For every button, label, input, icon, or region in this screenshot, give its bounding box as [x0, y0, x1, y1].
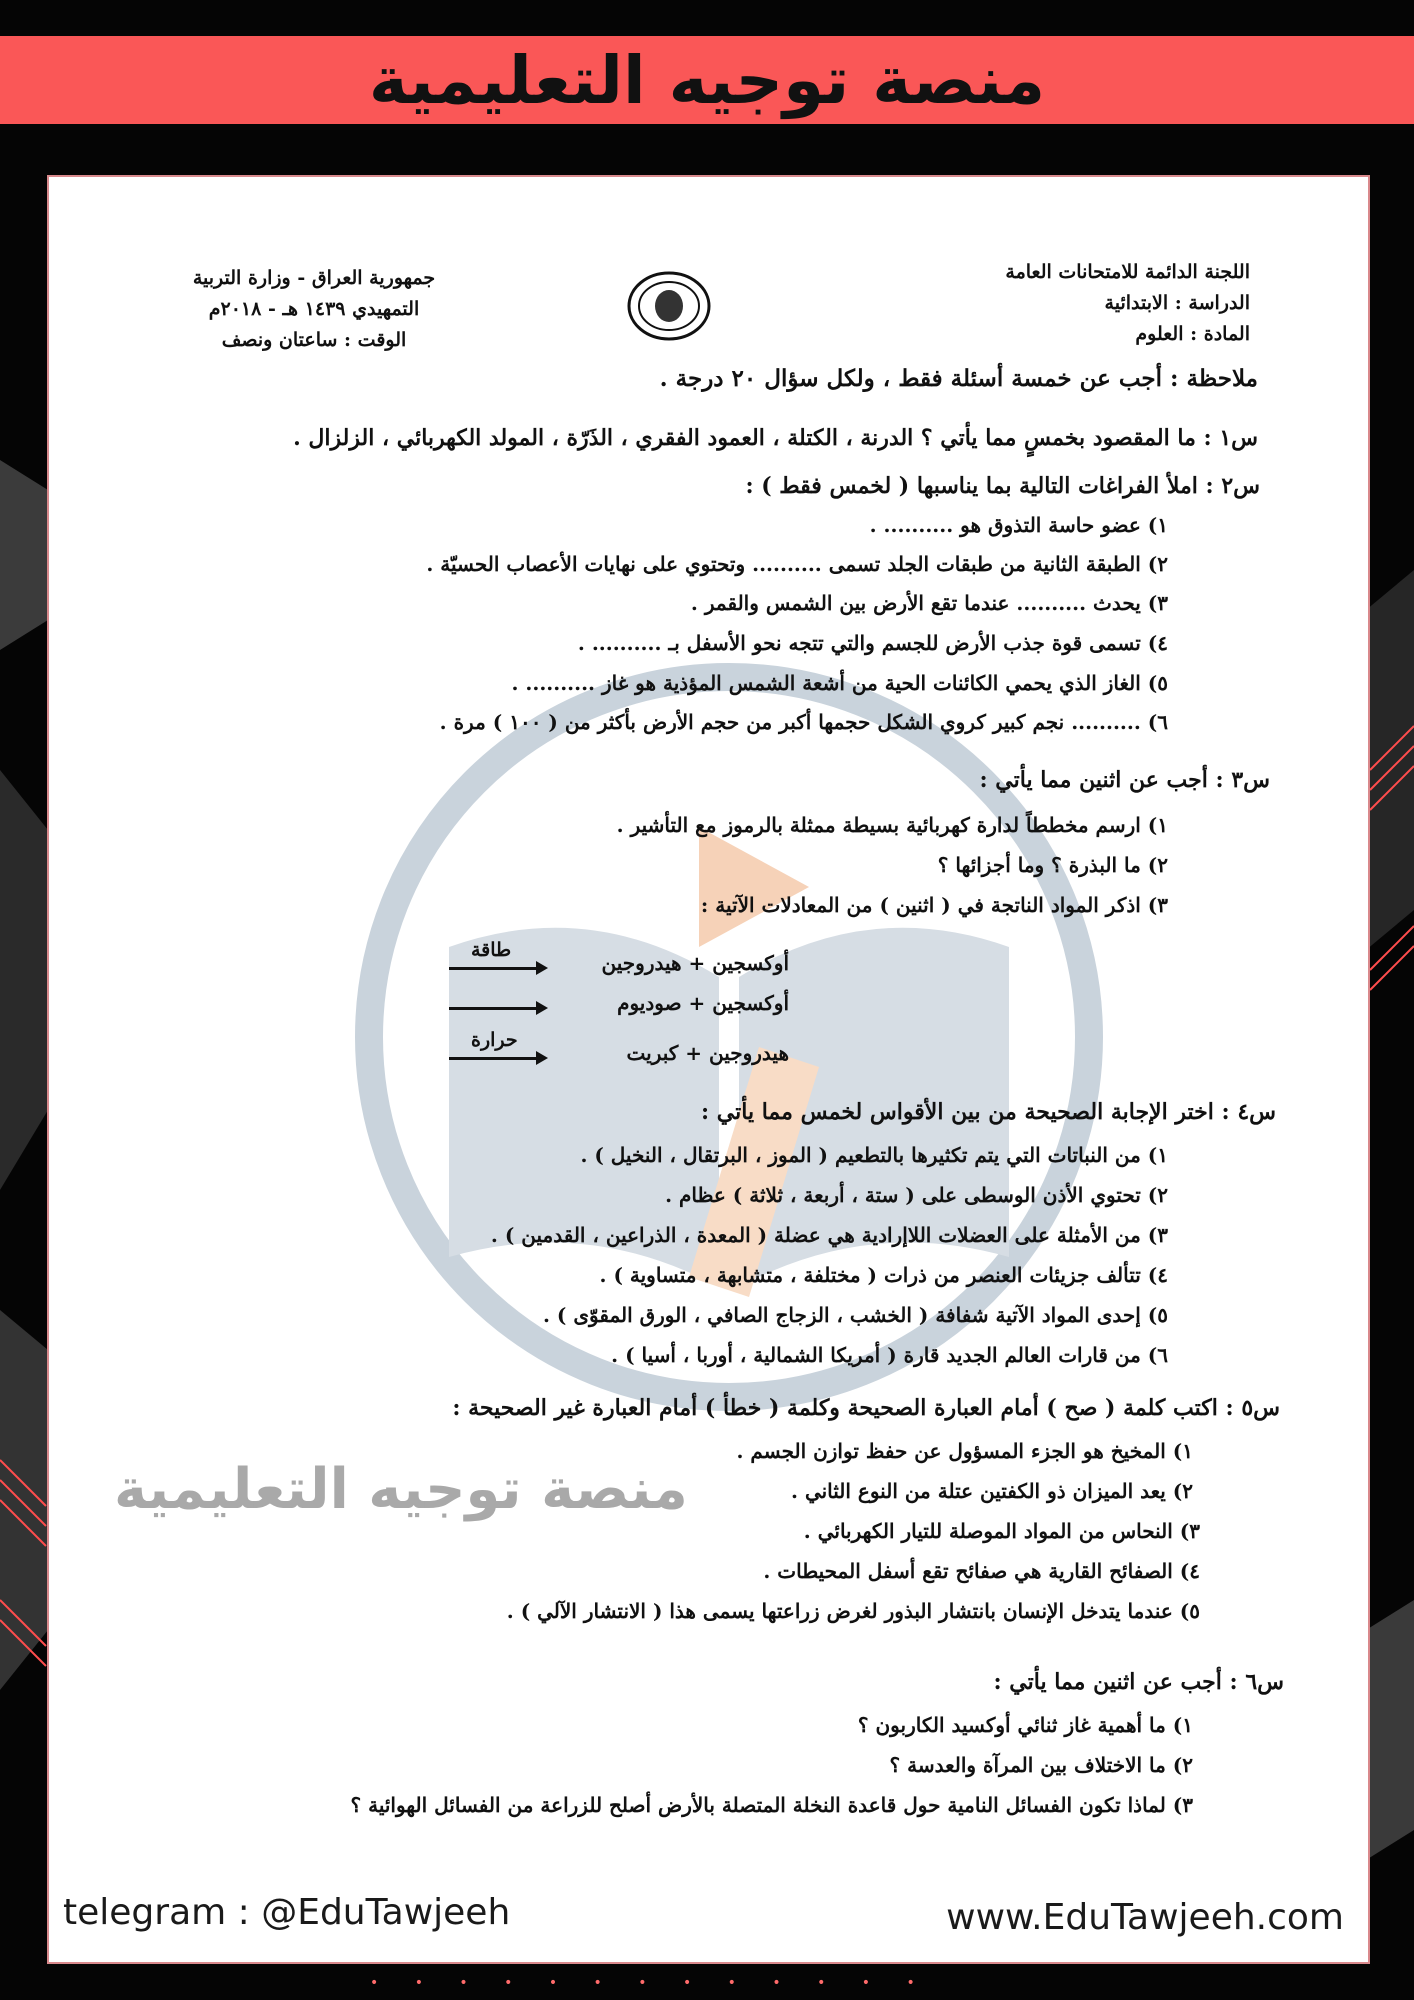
q5-title: س٥ : اكتب كلمة ( صح ) أمام العبارة الصحيحة وكلمة ( خطأ ) أمام العبارة غير الصحيحة : [452, 1395, 1280, 1421]
equation-1 [449, 939, 789, 985]
q4-item: ٣) من الأمثلة على العضلات اللاإرادية هي عضلة ( المعدة ، الذراعين ، القدمين ) . [490, 1223, 1168, 1247]
q5-item: ٤) الصفائح القارية هي صفائح تقع أسفل المحيطات . [763, 1559, 1200, 1583]
q2-item: ٣) يحدث .......... عندما تقع الأرض بين الشمس والقمر . [690, 591, 1168, 615]
q6-item: ١) ما أهمية غاز ثنائي أوكسيد الكاربون ؟ [857, 1713, 1193, 1737]
q4-item: ٥) إحدى المواد الآتية شفافة ( الخشب ، الزجاج الصافي ، الورق المقوّى ) . [543, 1303, 1168, 1327]
q5-item: ٣) النحاس من المواد الموصلة للتيار الكهربائي . [803, 1519, 1200, 1543]
q4-item: ٢) تحتوي الأذن الوسطى على ( ستة ، أربعة ، ثلاثة ) عظام . [665, 1183, 1168, 1207]
q2-item: ٦) .......... نجم كبير كروي الشكل حجمها أكبر من حجم الأرض بأكثر من ( ١٠٠ ) مرة . [439, 710, 1168, 734]
exam-document [49, 177, 1368, 1962]
watermark-text: منصة توجيه التعليمية [114, 1457, 688, 1522]
q1-title: س١ : ما المقصود بخمسٍ مما يأتي ؟ الدرنة ، الكتلة ، العمود الفقري ، الذَرّة ، المولد الكهربائي ، الزلزال . [293, 425, 1258, 451]
equation-reactants: هيدروجين + كبريت [626, 1041, 789, 1065]
equation-reactants: أوكسجين + هيدروجين [601, 951, 789, 975]
reaction-arrow-icon [449, 967, 544, 970]
q2-item: ١) عضو حاسة التذوق هو .......... . [869, 513, 1168, 537]
header-subject: المادة : العلوم [1135, 323, 1250, 345]
q6-title: س٦ : أجب عن اثنين مما يأتي : [993, 1669, 1284, 1695]
header-banner [0, 36, 1414, 124]
header-level: الدراسة : الابتدائية [1104, 292, 1250, 314]
equation-condition: حرارة [471, 1029, 518, 1051]
q5-item: ٢) يعد الميزان ذو الكفتين عتلة من النوع الثاني . [791, 1479, 1193, 1503]
decorative-dots: • • • • • • • • • • • • • [370, 1975, 931, 1991]
q4-item: ٤) تتألف جزيئات العنصر من ذرات ( مختلفة ، متشابهة ، متساوية ) . [599, 1263, 1168, 1287]
ministry-seal-icon [624, 270, 714, 342]
reaction-arrow-icon [449, 1057, 544, 1060]
equation-2 [449, 985, 789, 1025]
header-session: التمهيدي ١٤٣٩ هـ - ٢٠١٨م [208, 298, 420, 320]
q4-item: ١) من النباتات التي يتم تكثيرها بالتطعيم ( الموز ، البرتقال ، النخيل ) . [580, 1143, 1168, 1167]
equation-reactants: أوكسجين + صوديوم [617, 991, 789, 1015]
q6-item: ٢) ما الاختلاف بين المرآة والعدسة ؟ [889, 1753, 1193, 1777]
banner-title: منصة توجيه التعليمية [368, 41, 1046, 119]
q3-item: ٢) ما البذرة ؟ وما أجزائها ؟ [937, 853, 1168, 877]
q2-item: ٥) الغاز الذي يحمي الكائنات الحية من أشعة الشمس المؤذية هو غاز .......... . [511, 671, 1168, 695]
exam-note: ملاحظة : أجب عن خمسة أسئلة فقط ، ولكل سؤال ٢٠ درجة . [659, 365, 1258, 392]
equation-3 [449, 1029, 789, 1075]
header-time: الوقت : ساعتان ونصف [221, 329, 407, 351]
q2-title: س٢ : املأ الفراغات التالية بما يناسبها ( لخمس فقط ) : [745, 473, 1260, 499]
q2-item: ٤) تسمى قوة جذب الأرض للجسم والتي تتجه نحو الأسفل بـ .......... . [577, 631, 1168, 655]
q5-item: ٥) عندما يتدخل الإنسان بانتشار البذور لغرض زراعتها يسمى هذا ( الانتشار الآلي ) . [506, 1599, 1200, 1623]
q5-item: ١) المخيخ هو الجزء المسؤول عن حفظ توازن الجسم . [736, 1439, 1193, 1463]
q2-item: ٢) الطبقة الثانية من طبقات الجلد تسمى .......... وتحتوي على نهايات الأعصاب الحسيّة . [426, 552, 1168, 576]
q4-title: س٤ : اختر الإجابة الصحيحة من بين الأقواس لخمس مما يأتي : [701, 1099, 1276, 1125]
website-url: www.EduTawjeeh.com [946, 1897, 1344, 1938]
header-left [129, 263, 499, 356]
exam-page [47, 175, 1370, 1964]
reaction-arrow-icon [449, 1007, 544, 1010]
telegram-handle: telegram : @EduTawjeeh [63, 1892, 511, 1933]
q6-item: ٣) لماذا تكون الفسائل النامية حول قاعدة النخلة المتصلة بالأرض أصلح للزراعة من الفسائل الهوائية ؟ [350, 1793, 1193, 1817]
q3-item: ١) ارسم مخططاً لدارة كهربائية بسيطة ممثلة بالرموز مع التأشير . [616, 813, 1168, 837]
equation-condition: طاقة [471, 939, 512, 961]
q3-item: ٣) اذكر المواد الناتجة في ( اثنين ) من المعادلات الآتية : [700, 893, 1168, 917]
header-country: جمهورية العراق - وزارة التربية [192, 267, 436, 289]
header-committee: اللجنة الدائمة للامتحانات العامة [1005, 261, 1250, 283]
q3-title: س٣ : أجب عن اثنين مما يأتي : [979, 767, 1270, 793]
header-right [1005, 257, 1250, 350]
q4-item: ٦) من قارات العالم الجديد قارة ( أمريكا الشمالية ، أوربا ، أسيا ) . [611, 1343, 1168, 1367]
